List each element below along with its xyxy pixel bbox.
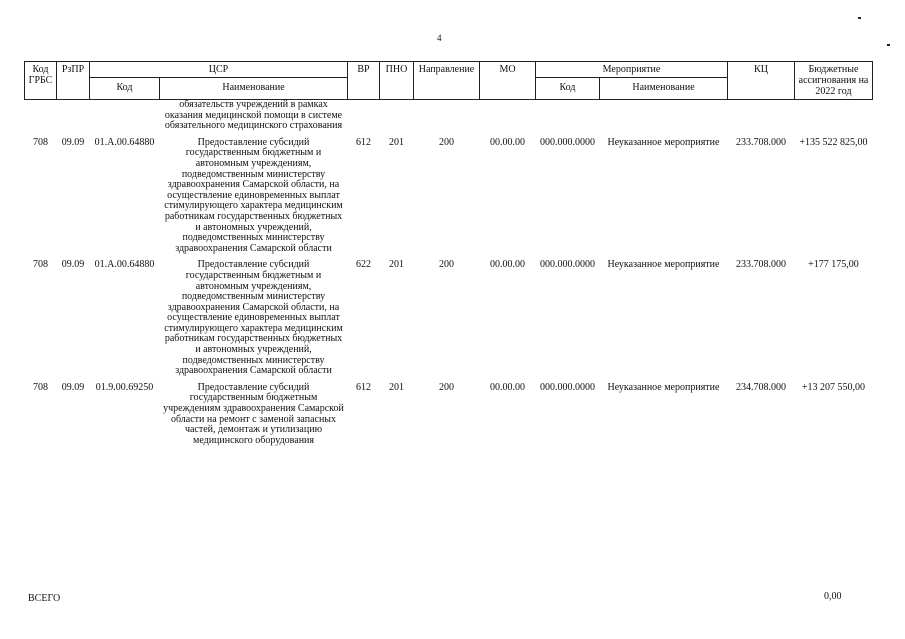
cell-rzpr: 09.09 — [61, 381, 85, 393]
cell-grbs: 708 — [33, 136, 48, 148]
cell-mo: 00.00.00 — [490, 259, 525, 271]
cell-csr-name: Предоставление субсидий государственным бюджетным учреждениям здравоохранения Самарской области на ремонт с заменой запасных частей, демонтаж и утилизацию медицинского оборудования — [163, 381, 344, 446]
header-kc: КЦ — [728, 62, 795, 100]
cell-csr-kod: 01.А.00.64880 — [94, 136, 155, 148]
cell-mer-kod: 000.000.0000 — [540, 259, 595, 271]
header-csr-name: Наименование — [160, 78, 348, 100]
header-pno: ПНО — [380, 62, 414, 100]
cell-amount: +177 175,00 — [808, 259, 859, 271]
cell-grbs: 708 — [33, 381, 48, 393]
cell-rzpr: 09.09 — [61, 259, 85, 271]
header-mer-name: Наименование — [600, 78, 728, 100]
header-csr-kod: Код — [90, 78, 160, 100]
table-row — [25, 254, 873, 377]
cell-amount: +135 522 825,00 — [799, 136, 868, 148]
continuation-text: обязательств учреждений в рамках оказания медицинской помощи в системе обязательного медицинского страхования — [164, 99, 343, 132]
header-napravlenie: Направление — [414, 62, 480, 100]
header-mer-kod: Код — [536, 78, 600, 100]
cell-csr-name: Предоставление субсидий государственным бюджетным и автономным учреждениям, подведомственным министерству здравоохранения Самарской области, на осуществление единовременных выплат стимулирующего характера медицинским работникам государственных бюджетных и автономных учреждений, подведомственных министерству здравоохранения Самарской области — [164, 136, 343, 254]
header-kod-grbs: Код ГРБС — [25, 62, 57, 100]
cell-amount: +13 207 550,00 — [801, 381, 866, 393]
cell-csr-kod: 01.А.00.64880 — [94, 259, 155, 271]
continuation-row — [25, 100, 873, 132]
cell-kc: 233.708.000 — [736, 259, 786, 271]
scan-speck — [858, 17, 861, 19]
header-meropriyatie: Мероприятие — [536, 62, 728, 78]
table-row — [25, 377, 873, 447]
cell-vr: 612 — [356, 381, 371, 393]
header-csr: ЦСР — [90, 62, 348, 78]
cell-napravlenie: 200 — [439, 259, 454, 271]
cell-vr: 622 — [356, 259, 371, 271]
page-number: 4 — [437, 33, 442, 43]
cell-mer-kod: 000.000.0000 — [540, 381, 595, 393]
cell-napravlenie: 200 — [439, 136, 454, 148]
header-mo: МО — [480, 62, 536, 100]
cell-vr: 612 — [356, 136, 371, 148]
cell-napravlenie: 200 — [439, 381, 454, 393]
cell-mer-name: Неуказанное мероприятие — [607, 381, 720, 393]
cell-csr-name: Предоставление субсидий государственным бюджетным и автономным учреждениям, подведомственным министерству здравоохранения Самарской области, на осуществление единовременных выплат стимулирующего характера медицинским работникам государственных бюджетных и автономных учреждений, подведомственных министерству здравоохранения Самарской области — [164, 259, 343, 377]
cell-kc: 234.708.000 — [736, 381, 786, 393]
header-budget: Бюджетные ассигнования на 2022 год — [795, 62, 873, 100]
cell-grbs: 708 — [33, 259, 48, 271]
total-label: ВСЕГО — [28, 593, 61, 604]
header-rzpr: РзПР — [57, 62, 90, 100]
cell-mer-name: Неуказанное мероприятие — [607, 259, 720, 271]
cell-mer-kod: 000.000.0000 — [540, 136, 595, 148]
scan-speck — [887, 44, 890, 46]
table-row — [25, 132, 873, 255]
cell-rzpr: 09.09 — [61, 136, 85, 148]
cell-pno: 201 — [389, 136, 404, 148]
header-row-top — [25, 62, 873, 78]
budget-table — [24, 61, 873, 446]
cell-mo: 00.00.00 — [490, 381, 525, 393]
header-vr: ВР — [348, 62, 380, 100]
cell-kc: 233.708.000 — [736, 136, 786, 148]
total-value: 0,00 — [824, 591, 842, 602]
cell-pno: 201 — [389, 381, 404, 393]
cell-mo: 00.00.00 — [490, 136, 525, 148]
cell-pno: 201 — [389, 259, 404, 271]
cell-csr-kod: 01.9.00.69250 — [95, 381, 154, 393]
cell-mer-name: Неуказанное мероприятие — [607, 136, 720, 148]
